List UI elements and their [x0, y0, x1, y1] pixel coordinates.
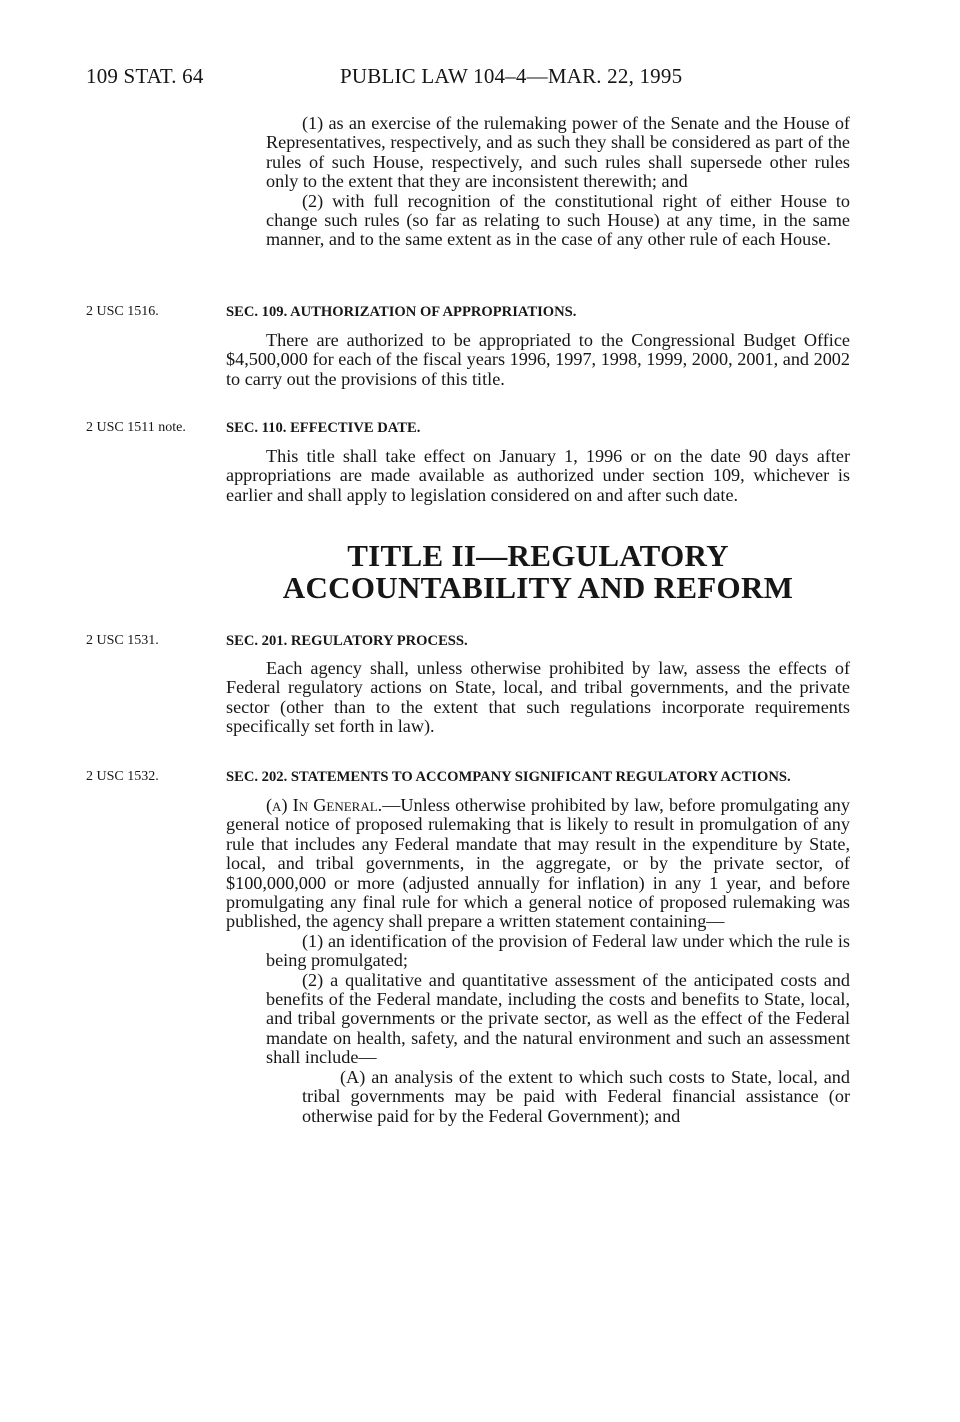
section-201 [226, 632, 850, 737]
margin-citation-sec202: 2 USC 1532. [86, 769, 159, 784]
section-heading: SEC. 110. EFFECTIVE DATE. [226, 420, 421, 436]
section-109 [226, 303, 850, 389]
section-text: This title shall take effect on January 1, 1996 or on the date 90 days after appropriations are made available as authorized under section 109, whichever is earlier and shall apply to legislation considered on and after such date. [226, 446, 850, 505]
subsection-a [226, 796, 850, 932]
margin-citation-sec110: 2 USC 1511 note. [86, 420, 186, 435]
section-text: Each agency shall, unless otherwise prohibited by law, assess the effects of Federal regulatory actions on State, local, and tribal governments, and the private sector (other than to the extent that such regulations incorporate requirements specifically set forth in law). [226, 658, 850, 737]
rulemaking-para-2: (2) with full recognition of the constitutional right of either House to change such rules (so far as relating to such House) at any time, in the same manner, and to the same extent as in the case of any other rule of each House. [266, 190, 850, 250]
rulemaking-para-1: (1) as an exercise of the rulemaking power of the Senate and the House of Representatives, respectively, and as such they shall be considered as part of the rules of such House, respectively, and such rules shall supersede other rules only to the extent that they are inconsistent therewith; and [266, 113, 850, 192]
title-line-1: TITLE II—REGULATORY [347, 538, 729, 573]
subparagraph-a: (A) an analysis of the extent to which such costs to State, local, and tribal governments may be paid with Federal financial assistance (or otherwise paid for by the Federal Government); and [302, 1066, 850, 1126]
section-110 [226, 419, 850, 505]
margin-citation-sec109: 2 USC 1516. [86, 304, 159, 319]
section-heading: SEC. 202. STATEMENTS TO ACCOMPANY SIGNIFICANT REGULATORY ACTIONS. [226, 769, 791, 785]
margin-citation-sec201: 2 USC 1531. [86, 633, 159, 648]
subsection-a-label: (a) In General. [266, 795, 383, 815]
paragraph-1: (1) an identification of the provision of Federal law under which the rule is being promulgated; [266, 930, 850, 971]
law-reference: PUBLIC LAW 104–4—MAR. 22, 1995 [340, 64, 683, 88]
paragraph-2: (2) a qualitative and quantitative assessment of the anticipated costs and benefits of the Federal mandate, including the costs and benefits to State, local, and tribal governments or the private sector, as well as the effect of the Federal mandate on health, safety, and the natural environment and such an assessment shall include— [266, 969, 850, 1068]
section-text: There are authorized to be appropriated to the Congressional Budget Office $4,500,000 for each of the fiscal years 1996, 1997, 1998, 1999, 2000, 2001, and 2002 to carry out the provisions of this title. [226, 330, 850, 389]
subsection-a-text: —Unless otherwise prohibited by law, before promulgating any general notice of proposed rulemaking that is likely to result in promulgation of any rule that includes any Federal mandate that may result in the expenditure by State, local, and tribal governments, in the aggregate, or by the private sector, of $100,000,000 or more (adjusted annually for inflation) in any 1 year, and before promulgating any final rule for which a general notice of proposed rulemaking was published, the agency shall prepare a written statement containing— [226, 795, 850, 932]
title-heading [226, 540, 850, 604]
rulemaking-provisions [226, 114, 850, 250]
section-heading: SEC. 201. REGULATORY PROCESS. [226, 633, 468, 649]
stat-reference: 109 STAT. 64 [86, 64, 204, 88]
section-heading: SEC. 109. AUTHORIZATION OF APPROPRIATIONS. [226, 304, 577, 320]
section-202 [226, 768, 850, 1126]
title-line-2: ACCOUNTABILITY AND REFORM [282, 570, 794, 605]
